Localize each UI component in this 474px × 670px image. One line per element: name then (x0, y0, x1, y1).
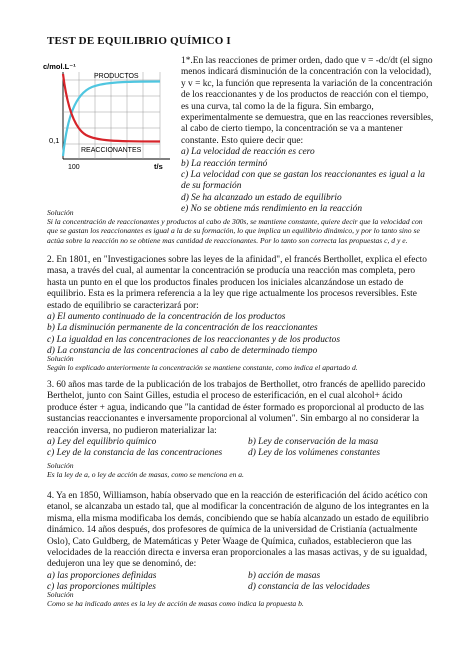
question-line: velocidades de la reacción directa e inversa eran proporcionales a las masas activas, y de su igualdad, (47, 548, 428, 559)
question-line: etanol, se alcanzaba un estado tal, que al modificar la concentración de alguno de los integrantes en la (47, 502, 429, 513)
y-tick-label: 0,1 (49, 136, 60, 145)
question-line: misma, ella misma modificaba los demás, concibiendo que se había alcanzado un estado de equilibrio (47, 513, 429, 524)
answer-option[interactable]: a) Ley del equilibrio químico (47, 437, 157, 448)
question-line: de los reaccionantes y de los productos de reacción con el tiempo, (181, 90, 429, 101)
reaccionantes-label: REACCIONANTES (81, 147, 142, 154)
solution-1-text (47, 217, 447, 245)
option-row (47, 437, 447, 448)
answer-option[interactable]: d) Se ha alcanzado un estado de equilibrio (181, 192, 342, 203)
question-line: sustancias reaccionantes e inversamente proporcional al volumen". Sin embargo al no considerar la (47, 414, 420, 425)
solution-line: Como se ha indicado antes es la ley de acción de masas como indica la propuesta b. (47, 599, 304, 608)
answer-option[interactable]: a) El aumento continuado de la concentración de los productos (47, 312, 286, 323)
question-line: hasta un punto en el que los productos finales producen los iniciales alcanzándose un estado de (47, 277, 404, 288)
question-line: estado de equilibrio se caracterizará por: (47, 300, 199, 311)
question-line: menos indicará disminución de la concentración con la velocidad), (181, 67, 432, 78)
solution-3-text (47, 470, 447, 479)
page-title: TEST DE EQUILIBRIO QUÍMICO I (47, 35, 231, 47)
x-axis-label: t/s (154, 162, 163, 171)
question-line: y v = kc, la función que representa la variación de la concentración (181, 78, 433, 89)
question-line: masa, a través del cual, al aumentar la concentración se producía una reacción mas completa, pero (47, 266, 416, 277)
answer-option[interactable]: b) acción de masas (248, 570, 321, 581)
answer-option[interactable]: a) las proporciones definidas (47, 570, 157, 581)
y-axis-label: c/mol.L⁻¹ (43, 62, 76, 71)
question-line: dedujeron una ley que se denominó, de: (47, 559, 197, 570)
question-line: es una curva, tal como la de la figura. Sin embargo, (181, 101, 374, 112)
solution-line: Es la ley de a, o ley de acción de masas, como se menciona en a. (47, 470, 244, 479)
solution-2-text (47, 363, 447, 372)
solution-4-text (47, 599, 447, 608)
x-tick-label: 100 (68, 164, 80, 171)
answer-option[interactable]: d) constancia de las velocidades (248, 582, 370, 593)
question-line: 3. 60 años mas tarde de la publicación de los trabajos de Berthollet, otro francés de apellido parecido (47, 380, 426, 390)
question-3-options (47, 437, 447, 460)
question-line: 4. Ya en 1850, Williamson, había observado que en la reacción de esterificación del ácido acético con (47, 491, 428, 501)
question-3-text (47, 380, 447, 437)
concentration-time-figure (30, 56, 180, 176)
productos-curve (63, 82, 160, 157)
question-4-text (47, 491, 447, 571)
solution-line: actúa sobre la reacción no se obtiene mas cantidad de reaccionantes. Por lo tanto son correcta las propuestas c, d y e. (47, 235, 408, 245)
question-line: 1*.En las reacciones de primer orden, dado que v = -dc/dt (el signo (181, 56, 433, 66)
question-1-options (181, 147, 443, 215)
option-row (47, 582, 447, 593)
question-line: 2. En 1801, en "Investigaciones sobre las leyes de la afinidad", el francés Berthollet, explica el efecto (47, 255, 427, 265)
question-2 (47, 255, 447, 358)
answer-option[interactable]: b) Ley de conservación de la masa (248, 437, 379, 448)
question-3 (47, 380, 447, 460)
solution-line: Si la concentración de reaccionantes y productos al cabo de 300s, se mantiene constante, quiere decir que la velocidad con (47, 217, 423, 226)
question-2-options (47, 312, 447, 358)
question-line: produce éster + agua, indicando que "la cantidad de éster formado es proporcional al producto de las (47, 402, 424, 413)
question-line: equilibrio. Esta es la primera referencia a la ley que rige actualmente los procesos reversibles. Este (47, 289, 417, 300)
question-1 (181, 56, 443, 216)
solution-3-label: Solución (47, 461, 74, 470)
answer-option[interactable]: c) La velocidad con que se gastan los reaccionantes es igual a la (181, 170, 425, 181)
answer-option[interactable]: c) La igualdad en las concentraciones de los reaccionantes y de los productos (47, 334, 340, 345)
answer-option[interactable]: a) La velocidad de reacción es cero (181, 147, 315, 158)
reaccionantes-curve (63, 74, 160, 142)
question-line: al cabo de cierto tiempo, la concentración se va a mantener (181, 124, 403, 135)
option-row (47, 448, 447, 459)
question-2-text (47, 255, 447, 312)
question-1-text (181, 56, 443, 147)
option-row (47, 571, 447, 582)
solution-line: Según lo explicado anteriormente la concentración se mantiene constante, como indica el apartado d. (47, 363, 358, 372)
solution-1-label: Solución (47, 208, 74, 217)
question-line: constante. Esto quiere decir que: (181, 135, 304, 146)
question-4 (47, 491, 447, 594)
answer-option[interactable]: d) La constancia de las concentraciones al cabo de determinado tiempo (47, 346, 318, 357)
solution-line: que se gastan los reaccionantes es igual a la de su formación, lo que implica un equilibrio dinámico, y por lo tanto sino se (47, 226, 420, 236)
answer-option[interactable]: d) Ley de los volúmenes constantes (248, 448, 381, 459)
answer-option[interactable]: b) La reacción terminó (181, 158, 268, 169)
productos-label: PRODUCTOS (94, 73, 139, 80)
answer-option[interactable]: de su formación (181, 181, 242, 192)
answer-option[interactable]: c) las proporciones múltiples (47, 582, 156, 593)
solution-2-label: Solución (47, 354, 74, 363)
answer-option[interactable]: c) Ley de la constancia de las concentraciones (47, 448, 223, 459)
question-line: Oslo), Cato Guldberg, de Matemáticas y Peter Waage de Química, cuñados, establecieron que las (47, 536, 412, 547)
question-line: dinámico. 14 años después, dos profesores de química de la universidad de Cristianía (actualmente (47, 525, 418, 536)
grid (63, 72, 160, 159)
solution-4-label: Solución (47, 590, 74, 599)
question-line: Berthelot, junto con Saint Gilles, estudia el proceso de esterificación, en el cual alcohol+ ácido (47, 391, 403, 402)
answer-option[interactable]: e) No se obtiene más rendimiento en la reacción (181, 204, 363, 215)
question-4-options (47, 571, 447, 594)
question-line: experimentalmente se demuestra, que en las reacciones reversibles, (181, 113, 434, 124)
answer-option[interactable]: b) La disminución permanente de la concentración de los reaccionantes (47, 323, 318, 334)
question-line: reacción inversa, no pudieron materializar la: (47, 425, 217, 436)
